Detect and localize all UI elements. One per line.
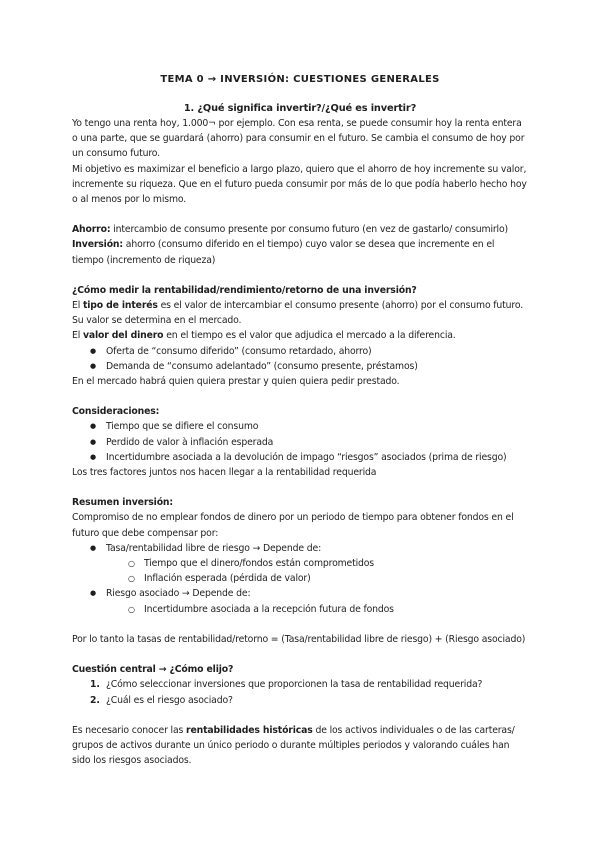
- list-item: ● Tasa/rentabilidad libre de riesgo → Depende de:: [72, 541, 528, 556]
- list-item: 1. ¿Cómo seleccionar inversiones que proporcionen la tasa de rentabilidad requerida?: [90, 679, 483, 691]
- list-resumen: [72, 541, 528, 617]
- paragraph-formula: Por lo tanto la tasas de rentabilidad/retorno = (Tasa/rentabilidad libre de riesgo) + (Riesgo asociado): [72, 633, 526, 645]
- sub-list-item: ○ Inflación esperada (pérdida de valor): [72, 571, 528, 586]
- paragraph-tres-factores: Los tres factores juntos nos hacen llegar a la rentabilidad requerida: [72, 467, 377, 479]
- list-item: ● Tiempo que se difiere el consumo: [72, 419, 528, 434]
- paragraph-conclusion: Es necesario conocer las rentabilidades históricas de los activos individuales o de las carteras/ grupos de activos durante un único periodo o durante múltiples periodos y valorando cuáles han sido los riesgos asociados.: [72, 724, 515, 767]
- paragraph-valor-dinero: El valor del dinero en el tiempo es el valor que adjudica el mercado a la diferencia.: [72, 330, 456, 342]
- document-content: [72, 72, 528, 768]
- definition-inversion: Inversión: ahorro (consumo diferido en el tiempo) cuyo valor se desea que incremente en el tiempo (incremento de riqueza): [72, 239, 495, 266]
- definition-ahorro: Ahorro: intercambio de consumo presente por consumo futuro (en vez de gastarlo/ consumirlo): [72, 224, 508, 236]
- paragraph-compromiso: Compromiso de no emplear fondos de dinero por un periodo de tiempo para obtener fondos en el futuro que debe compensar por:: [72, 512, 514, 539]
- section-heading-resumen: Resumen inversión:: [72, 497, 173, 509]
- paragraph-mercado: En el mercado habrá quien quiera prestar y quien quiera pedir prestado.: [72, 376, 400, 388]
- list-cuestion: [72, 677, 528, 707]
- section-heading-medir: ¿Cómo medir la rentabilidad/rendimiento/retorno de una inversión?: [72, 284, 417, 296]
- paragraph-objetivo: Mi objetivo es maximizar el beneficio a largo plazo, quiero que el ahorro de hoy incremente su valor, incremente su riqueza. Que en el futuro pueda consumir por más de lo que podía haberlo hecho hoy o al menos por lo mismo.: [72, 163, 527, 206]
- list-item: ● Perdido de valor à inflación esperada: [72, 435, 528, 450]
- sub-list-item: ○ Incertidumbre asociada a la recepción futura de fondos: [72, 602, 528, 617]
- list-item: 2. ¿Cuál es el riesgo asociado?: [90, 694, 233, 706]
- paragraph-tipo-interes: El tipo de interés es el valor de intercambiar el consumo presente (ahorro) por el consumo futuro. Su valor se determina en el mercado.: [72, 300, 524, 327]
- section-heading-consideraciones: Consideraciones:: [72, 406, 160, 418]
- list-item: ● Incertidumbre asociada a la devolución de impago “riesgos” asociados (prima de riesgo): [72, 450, 528, 465]
- paragraph-renta: Yo tengo una renta hoy, 1.000¬ por ejemplo. Con esa renta, se puede consumir hoy la renta entera o una parte, que se guardará (ahorro) para consumir en el futuro. Se cambia el consumo de hoy por un consumo futuro.: [72, 118, 525, 160]
- list-item: ● Demanda de “consumo adelantado” (consumo presente, préstamos): [72, 359, 528, 374]
- section-heading-cuestion: Cuestión central → ¿Cómo elijo?: [72, 664, 234, 676]
- list-item: ● Riesgo asociado → Depende de:: [72, 586, 528, 601]
- term-inversion: Inversión:: [72, 239, 123, 251]
- list-consideraciones: [72, 419, 528, 465]
- page-title: TEMA 0 → INVERSIÓN: CUESTIONES GENERALES: [160, 74, 440, 85]
- section-heading-1: 1. ¿Qué significa invertir?/¿Qué es invertir?: [183, 103, 417, 114]
- list-item: ● Oferta de “consumo diferido” (consumo retardado, ahorro): [72, 344, 528, 359]
- list-oferta-demanda: [72, 344, 528, 374]
- term-ahorro: Ahorro:: [72, 224, 111, 236]
- sub-list-item: ○ Tiempo que el dinero/fondos están comprometidos: [72, 556, 528, 571]
